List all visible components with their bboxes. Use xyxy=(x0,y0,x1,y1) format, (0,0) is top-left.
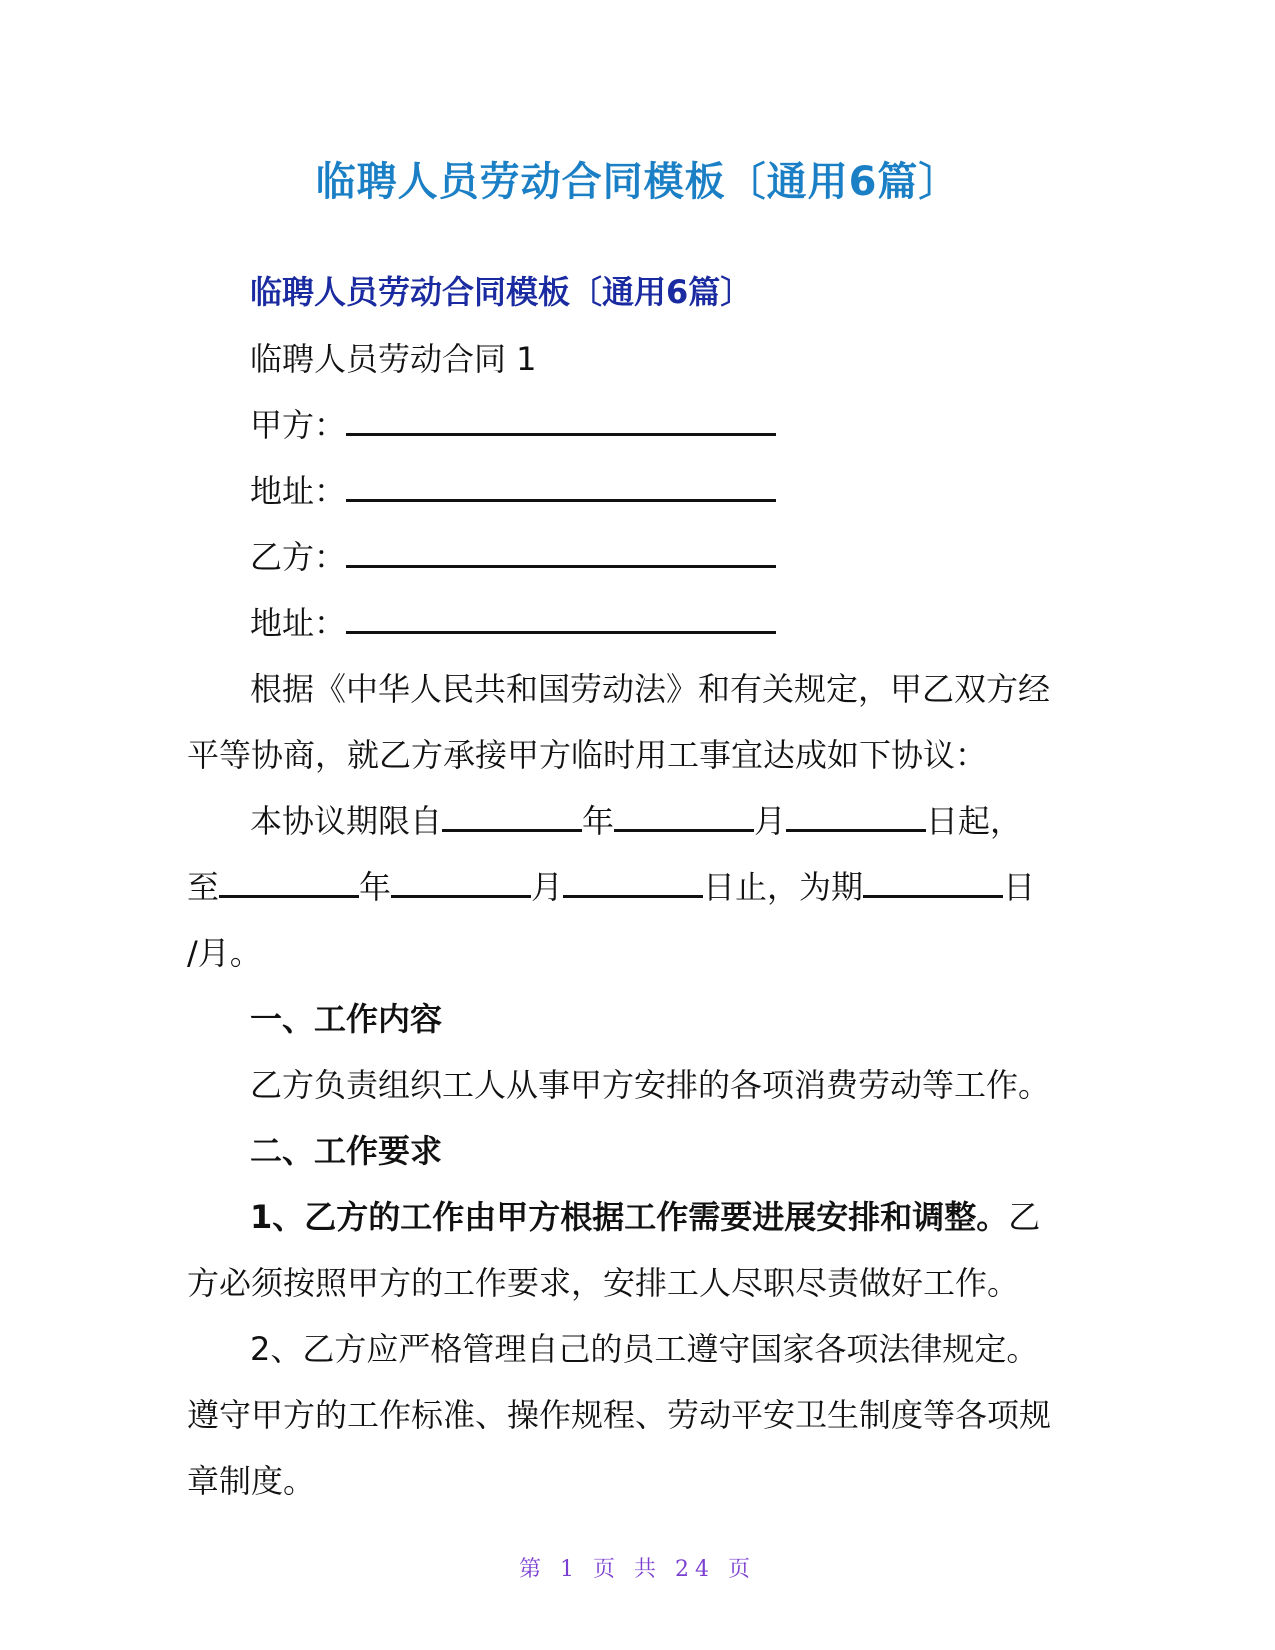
term-line-2 xyxy=(187,854,1087,920)
term-day-start-label: 日起， xyxy=(926,802,1023,840)
blank-end-month xyxy=(391,869,531,898)
field-label-address-a: 地址： xyxy=(250,472,347,510)
field-address-a xyxy=(187,458,1087,524)
section-2-item-1-line-1 xyxy=(187,1184,1087,1250)
term-line-3: /月。 xyxy=(187,934,262,972)
term-prefix: 本协议期限自 xyxy=(250,802,443,840)
sub-title: 临聘人员劳动合同模板〔通用6篇〕 xyxy=(250,273,753,311)
blank-end-year xyxy=(219,869,359,898)
page-footer: 第 1 页 共 24 页 xyxy=(519,1557,756,1582)
document-body xyxy=(187,262,1087,1514)
term-year-label: 年 xyxy=(582,802,615,840)
section-1-text: 乙方负责组织工人从事甲方安排的各项消费劳动等工作。 xyxy=(250,1066,1051,1104)
term-end-year-label: 年 xyxy=(359,868,392,906)
field-address-b xyxy=(187,590,1087,656)
term-end-month-label: 月 xyxy=(531,868,564,906)
field-party-b xyxy=(187,524,1087,590)
term-day-label: 日 xyxy=(1003,868,1036,906)
section-2-item-2-line-2: 遵守甲方的工作标准、操作规程、劳动平安卫生制度等各项规 xyxy=(187,1396,1052,1434)
section-2-item-2-line-1: 2、乙方应严格管理自己的员工遵守国家各项法律规定。 xyxy=(250,1330,1039,1368)
intro-paragraph-line-1: 根据《中华人民共和国劳动法》和有关规定，甲乙双方经 xyxy=(250,670,1051,708)
field-label-party-a: 甲方： xyxy=(250,406,347,444)
fill-in-line-address-a xyxy=(346,473,776,502)
section-1-heading: 一、工作内容 xyxy=(250,1000,443,1038)
blank-start-year xyxy=(442,803,582,832)
term-day-end-label: 日止，为期 xyxy=(703,868,864,906)
term-line-1 xyxy=(187,788,1087,854)
field-label-address-b: 地址： xyxy=(250,604,347,642)
fill-in-line-party-b xyxy=(346,539,776,568)
fill-in-line-party-a xyxy=(346,407,776,436)
main-title: 临聘人员劳动合同模板〔通用6篇〕 xyxy=(315,159,960,205)
field-label-party-b: 乙方： xyxy=(250,538,347,576)
section-2-item-1-line-2: 方必须按照甲方的工作要求，安排工人尽职尽责做好工作。 xyxy=(187,1264,1020,1302)
field-party-a xyxy=(187,392,1087,458)
fill-in-line-address-b xyxy=(346,605,776,634)
section-2-item-1-bold: 1、乙方的工作由甲方根据工作需要进展安排和调整。 xyxy=(250,1198,1009,1236)
blank-start-day xyxy=(786,803,926,832)
section-2-item-1-rest: 乙 xyxy=(1008,1198,1041,1236)
section-2-heading: 二、工作要求 xyxy=(250,1132,443,1170)
blank-end-day xyxy=(563,869,703,898)
term-to-label: 至 xyxy=(187,868,220,906)
contract-name: 临聘人员劳动合同 1 xyxy=(250,340,537,378)
blank-start-month xyxy=(614,803,754,832)
blank-period xyxy=(863,869,1003,898)
section-2-item-2-line-3: 章制度。 xyxy=(187,1462,316,1500)
term-month-label: 月 xyxy=(754,802,787,840)
intro-paragraph-line-2: 平等协商，就乙方承接甲方临时用工事宜达成如下协议： xyxy=(187,736,988,774)
